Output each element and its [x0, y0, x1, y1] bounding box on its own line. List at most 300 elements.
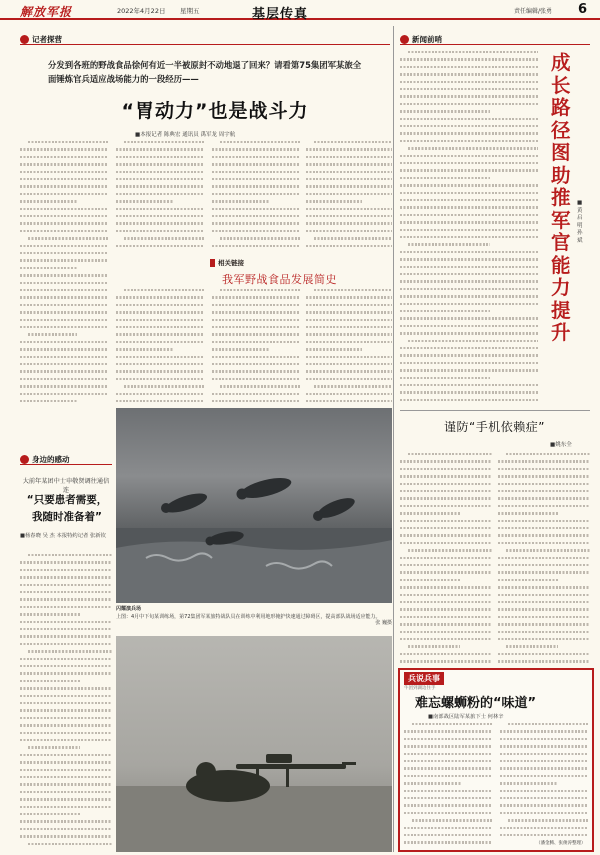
text-line: [400, 623, 492, 625]
boxed-body-col2: [500, 722, 588, 838]
text-line: [400, 73, 538, 75]
text-line: [306, 296, 392, 298]
text-line: [20, 820, 112, 822]
text-line: [306, 163, 392, 165]
text-line: [20, 732, 112, 734]
text-line: [400, 616, 492, 618]
text-line: [500, 827, 588, 829]
text-line: [116, 393, 204, 395]
text-line: [20, 156, 108, 158]
text-line: [306, 370, 392, 372]
text-line: [28, 843, 112, 845]
text-line: [498, 497, 590, 499]
text-line: [404, 782, 461, 784]
story-intro: 大前年某团中士申敬贤调往通信连: [22, 478, 110, 494]
frontline-body: [400, 50, 538, 406]
text-line: [306, 304, 392, 306]
text-line: [116, 208, 204, 210]
text-line: [306, 171, 392, 173]
text-line: [400, 571, 492, 573]
text-line: [20, 598, 112, 600]
text-line: [20, 754, 112, 756]
text-line: [212, 230, 300, 232]
text-line: [306, 193, 392, 195]
text-line: [20, 311, 108, 313]
text-line: [28, 746, 80, 748]
text-line: [20, 576, 112, 578]
text-line: [400, 594, 492, 596]
text-line: [400, 229, 538, 231]
text-line: [506, 453, 590, 455]
text-line: [20, 584, 112, 586]
text-line: [20, 267, 77, 269]
text-line: [116, 319, 204, 321]
text-line: [498, 631, 590, 633]
text-line: [28, 333, 77, 335]
text-line: [20, 296, 108, 298]
text-line: [20, 709, 112, 711]
text-line: [116, 304, 204, 306]
text-line: [400, 169, 538, 171]
text-line: [400, 266, 538, 268]
text-line: [500, 790, 588, 792]
text-line: [28, 554, 112, 556]
section-rule: [20, 44, 390, 45]
text-line: [116, 333, 204, 335]
photo-section-label-text: 闪耀演兵场: [116, 606, 142, 612]
section-label: 身边的感动: [32, 455, 70, 464]
text-line: [20, 643, 112, 645]
text-line: [20, 783, 112, 785]
text-line: [20, 769, 112, 771]
text-line: [20, 672, 112, 674]
text-line: [498, 623, 590, 625]
text-line: [20, 208, 108, 210]
text-line: [400, 221, 538, 223]
text-line: [306, 341, 392, 343]
text-line: [404, 841, 492, 843]
text-line: [20, 393, 108, 395]
text-line: [20, 739, 112, 741]
text-line: [20, 591, 112, 593]
text-line: [20, 628, 112, 630]
section-marker-icon: [400, 35, 409, 44]
text-line: [20, 341, 108, 343]
text-line: [212, 304, 300, 306]
text-line: [124, 385, 204, 387]
article-byline: ■本报记者 陈典宏 通讯员 禹军龙 周宇航: [135, 132, 236, 138]
text-line: [500, 812, 588, 814]
text-line: [404, 797, 492, 799]
text-line: [500, 834, 588, 836]
article-headline: “胃动力”也是战斗力: [121, 100, 309, 122]
text-line: [408, 51, 538, 53]
article-body-col3: [212, 140, 300, 255]
text-line: [400, 391, 538, 393]
text-line: [20, 791, 112, 793]
text-line: [20, 356, 108, 358]
text-line: [212, 245, 300, 247]
text-line: [116, 341, 204, 343]
text-line: [20, 304, 108, 306]
text-line: [400, 608, 492, 610]
text-line: [400, 362, 538, 364]
text-line: [116, 178, 204, 180]
text-line: [498, 601, 590, 603]
text-line: [212, 341, 300, 343]
text-line: [116, 363, 204, 365]
boxed-credit: （潘金腾、张俊涛整理）: [536, 841, 586, 846]
text-line: [116, 148, 204, 150]
text-line: [498, 579, 558, 581]
text-line: [500, 775, 588, 777]
text-line: [404, 738, 492, 740]
text-line: [400, 140, 538, 142]
text-line: [404, 834, 492, 836]
text-line: [400, 460, 492, 462]
text-line: [400, 295, 538, 297]
text-line: [400, 280, 538, 282]
photo-credit: 张 巍摄: [375, 620, 392, 626]
text-line: [498, 505, 590, 507]
text-line: [20, 274, 108, 276]
text-line: [498, 594, 590, 596]
boxed-headline: 难忘螺蛳粉的“味道”: [415, 696, 537, 711]
text-line: [400, 258, 538, 260]
link-marker-icon: [210, 259, 215, 267]
text-line: [498, 571, 590, 573]
text-line: [20, 230, 108, 232]
text-line: [20, 282, 108, 284]
text-line: [400, 95, 538, 97]
text-line: [220, 289, 300, 291]
text-line: [400, 88, 538, 90]
text-line: [20, 687, 112, 689]
text-line: [212, 171, 300, 173]
text-line: [404, 804, 492, 806]
text-line: [20, 561, 112, 563]
text-line: [400, 483, 492, 485]
text-line: [498, 557, 590, 559]
text-line: [306, 245, 392, 247]
text-line: [20, 148, 108, 150]
text-line: [306, 363, 392, 365]
phone-byline: ■姚东全: [550, 442, 572, 448]
text-line: [400, 325, 538, 327]
text-line: [20, 835, 112, 837]
text-line: [314, 385, 392, 387]
text-line: [408, 549, 492, 551]
text-line: [306, 326, 392, 328]
text-line: [400, 236, 538, 238]
text-line: [124, 289, 204, 291]
text-line: [20, 363, 108, 365]
text-line: [28, 141, 108, 143]
text-line: [20, 761, 112, 763]
text-line: [400, 490, 492, 492]
text-line: [400, 586, 492, 588]
text-line: [212, 148, 300, 150]
text-line: [400, 251, 538, 253]
text-line: [408, 243, 490, 245]
text-line: [408, 340, 538, 342]
text-line: [400, 520, 492, 522]
text-line: [400, 564, 492, 566]
issue-weekday: 星期五: [180, 7, 200, 15]
text-line: [498, 490, 590, 492]
text-line: [408, 147, 538, 149]
right-divider: [400, 410, 590, 411]
text-line: [404, 745, 492, 747]
text-line: [498, 542, 590, 544]
text-line: [498, 468, 590, 470]
text-line: [20, 717, 112, 719]
text-line: [212, 178, 300, 180]
soldier-talk-label: 兵说兵事: [404, 672, 444, 685]
text-line: [306, 393, 392, 395]
text-line: [400, 601, 492, 603]
text-line: [212, 215, 300, 217]
text-line: [400, 638, 492, 640]
text-line: [400, 377, 490, 379]
text-line: [20, 171, 108, 173]
text-line: [212, 333, 300, 335]
section-label: 记者探营: [32, 35, 62, 44]
text-line: [400, 110, 490, 112]
text-line: [506, 645, 558, 647]
photo-caption: [116, 614, 392, 626]
text-line: [212, 326, 300, 328]
text-line: [400, 579, 460, 581]
text-line: [306, 148, 392, 150]
text-line: [20, 813, 80, 815]
section-marker-icon: [20, 455, 29, 464]
text-line: [400, 214, 538, 216]
text-line: [20, 621, 112, 623]
text-line: [400, 468, 492, 470]
text-line: [400, 310, 490, 312]
boxed-byline: ■南部战区陆军某旅下士 何林辛: [428, 714, 504, 720]
issue-date: 2022年4月22日: [117, 7, 166, 15]
text-line: [116, 348, 173, 350]
text-line: [400, 103, 538, 105]
text-line: [212, 348, 269, 350]
text-line: [306, 333, 392, 335]
text-line: [306, 356, 392, 358]
text-line: [20, 185, 108, 187]
text-line: [400, 184, 538, 186]
text-line: [116, 215, 204, 217]
text-line: [400, 369, 538, 371]
text-line: [20, 245, 108, 247]
sub-article-body-col2: [212, 288, 300, 406]
text-line: [400, 527, 492, 529]
text-line: [404, 827, 492, 829]
text-line: [498, 586, 590, 588]
text-line: [20, 613, 80, 615]
text-line: [116, 200, 173, 202]
text-line: [212, 319, 300, 321]
text-line: [306, 378, 392, 380]
column-divider: [393, 26, 394, 852]
section-rule: [400, 44, 590, 45]
text-line: [116, 185, 204, 187]
text-line: [306, 215, 392, 217]
text-line: [400, 192, 538, 194]
text-line: [306, 185, 392, 187]
sniper-photo: [116, 636, 392, 852]
text-line: [306, 178, 392, 180]
text-line: [20, 370, 108, 372]
text-line: [116, 163, 204, 165]
text-line: [500, 767, 588, 769]
text-line: [408, 645, 460, 647]
text-line: [20, 635, 112, 637]
text-line: [500, 730, 588, 732]
text-line: [400, 177, 490, 179]
text-line: [500, 804, 588, 806]
text-line: [498, 616, 590, 618]
text-line: [400, 542, 492, 544]
text-line: [400, 347, 538, 349]
text-line: [306, 400, 392, 402]
text-line: [400, 288, 538, 290]
text-line: [404, 790, 492, 792]
text-line: [212, 378, 300, 380]
text-line: [306, 311, 392, 313]
text-line: [400, 534, 492, 536]
text-line: [124, 237, 204, 239]
text-line: [20, 326, 108, 328]
text-line: [498, 534, 590, 536]
sub-article-body-col1: [116, 288, 204, 406]
sub-article-body-col3: [306, 288, 392, 406]
text-line: [498, 653, 590, 655]
text-line: [20, 806, 112, 808]
article-body-col4: [306, 140, 392, 255]
soldier-talk-tag: [404, 672, 444, 691]
story-byline: ■杨春晓 吴 杰 本报特约记者 张新钦: [20, 533, 106, 539]
text-line: [220, 141, 300, 143]
text-line: [500, 753, 588, 755]
text-line: [212, 185, 300, 187]
text-line: [400, 505, 492, 507]
text-line: [400, 155, 538, 157]
text-line: [20, 163, 108, 165]
text-line: [400, 512, 460, 514]
text-line: [116, 296, 204, 298]
text-line: [500, 738, 588, 740]
text-line: [116, 230, 204, 232]
article-body-col2: [116, 140, 204, 255]
text-line: [400, 384, 538, 386]
text-line: [116, 356, 204, 358]
text-line: [20, 606, 112, 608]
related-link-label: 相关链接: [218, 259, 244, 267]
text-line: [306, 348, 362, 350]
text-line: [404, 775, 492, 777]
text-line: [20, 680, 80, 682]
text-line: [20, 828, 112, 830]
text-line: [498, 520, 590, 522]
text-line: [400, 199, 538, 201]
soldiers-water-illustration: [116, 408, 392, 603]
text-line: [116, 370, 204, 372]
text-line: [498, 638, 590, 640]
text-line: [20, 289, 108, 291]
text-line: [306, 208, 392, 210]
text-line: [116, 311, 204, 313]
text-line: [400, 557, 492, 559]
editor-credit: 责任编辑/张勇: [514, 8, 553, 15]
text-line: [20, 193, 108, 195]
text-line: [212, 156, 300, 158]
text-line: [404, 753, 492, 755]
story-headline: “只要患者需要，我随时准备着”: [26, 494, 108, 523]
text-line: [220, 237, 300, 239]
text-line: [20, 665, 112, 667]
text-line: [20, 724, 112, 726]
text-line: [212, 200, 269, 202]
text-line: [500, 745, 588, 747]
text-line: [116, 326, 204, 328]
section-marker-icon: [20, 35, 29, 44]
text-line: [20, 319, 108, 321]
text-line: [400, 631, 492, 633]
text-line: [20, 378, 108, 380]
text-line: [212, 208, 300, 210]
text-line: [400, 162, 538, 164]
text-line: [400, 273, 538, 275]
text-line: [20, 798, 112, 800]
text-line: [314, 289, 392, 291]
text-line: [212, 311, 300, 313]
text-line: [20, 259, 108, 261]
page-title: 基层传真: [252, 7, 309, 22]
text-line: [212, 400, 300, 402]
text-line: [20, 200, 77, 202]
text-line: [498, 483, 590, 485]
text-line: [400, 354, 538, 356]
photo-section-label: [116, 606, 141, 612]
soldier-talk-sublabel: 牛团到湖边住手: [404, 686, 436, 691]
text-line: [498, 460, 590, 462]
text-line: [400, 475, 492, 477]
phone-body-col1: [400, 452, 492, 668]
text-line: [412, 819, 492, 821]
text-line: [212, 222, 300, 224]
text-line: [400, 399, 538, 401]
section-label: 新闻前哨: [412, 35, 442, 44]
text-line: [498, 564, 590, 566]
text-line: [500, 782, 557, 784]
text-line: [404, 812, 492, 814]
text-line: [400, 332, 538, 334]
text-line: [500, 797, 588, 799]
sub-article-title: 我军野战食品发展简史: [222, 273, 337, 286]
text-line: [400, 317, 538, 319]
text-line: [116, 193, 204, 195]
text-line: [404, 730, 492, 732]
text-line: [404, 767, 492, 769]
text-line: [400, 118, 538, 120]
text-line: [404, 760, 492, 762]
text-line: [212, 356, 300, 358]
text-line: [20, 178, 108, 180]
text-line: [508, 723, 588, 725]
text-line: [212, 370, 300, 372]
newspaper-logo: 解放军报: [20, 5, 73, 19]
